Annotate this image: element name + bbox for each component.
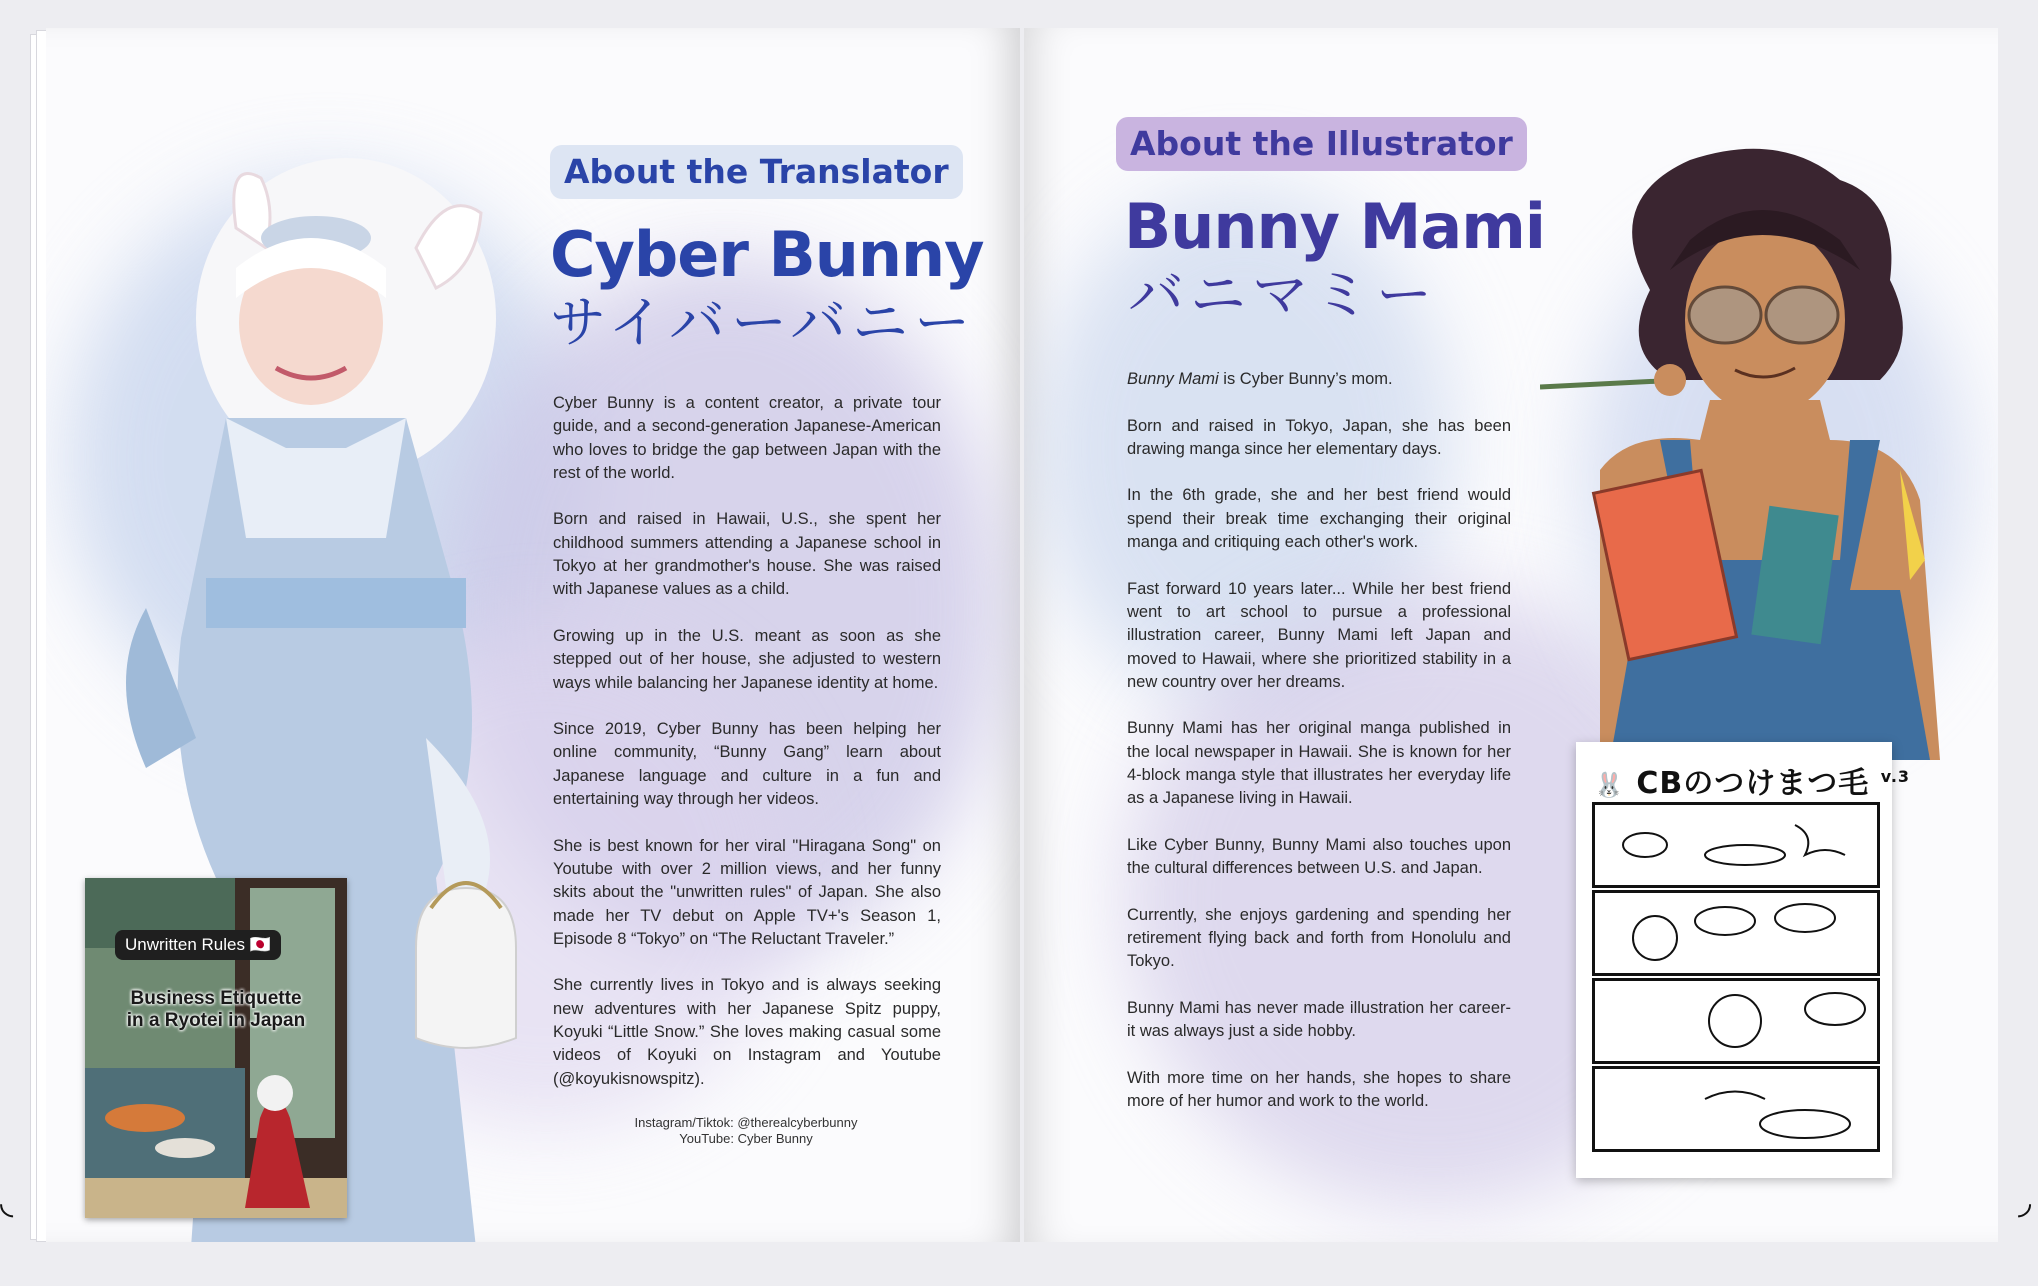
translator-social-handles [586,1115,906,1147]
illustrator-bio-paragraph: Bunny Mami has her original manga published in the local newspaper in Hawaii. She is known for her 4-block manga style that illustrates her everyday life as a Japanese living in Hawaii. [1127,719,1511,808]
bunny-icon: 🐰 [1594,771,1625,799]
translator-name-en: Cyber Bunny [550,218,984,291]
illustrator-bio-paragraph: Currently, she enjoys gardening and spending her retirement flying back and forth from Honolulu and Tokyo. [1127,905,1511,971]
manga-panel-art [1595,1069,1877,1149]
manga-title-text: CBのつけまつ毛 [1636,766,1870,801]
illustrator-intro-name: Bunny Mami [1127,370,1219,388]
illustrator-intro [1127,368,1511,391]
thumbnail-title-line: Business Etiquette [130,988,302,1009]
illustrator-bio [1127,368,1511,1114]
translator-bio-paragraph: Growing up in the U.S. meant as soon as she stepped out of her house, she adjusted to western ways while balancing her Japanese identity at home. [553,626,941,692]
manga-panel-art [1595,981,1877,1061]
illustrator-section-label: About the Illustrator [1116,117,1527,171]
page-curl-right-icon: ◞ [2018,1182,2032,1222]
translator-bio-paragraph: Cyber Bunny is a content creator, a private tour guide, and a second-generation Japanese-American who loves to bridge the gap between Japan with the rest of the world. [553,394,941,482]
illustrator-name-jp: バニマミー [1128,263,1438,328]
manga-panel [1592,802,1880,888]
manga-panel [1592,1066,1880,1152]
thumbnail-title [85,988,347,1032]
video-thumbnail [85,878,347,1218]
translator-bio-paragraph: She is best known for her viral "Hiragana Song" on Youtube with over 2 million views, and her funny skits about the "unwritten rules" of Japan. She also made her TV debut on Apple TV+'s Season 1, Episode 8 “Tokyo” on “The Reluctant Traveler.” [553,836,941,948]
thumbnail-series-tag: Unwritten Rules 🇯🇵 [115,930,281,960]
illustrator-intro-rest: is Cyber Bunny’s mom. [1218,370,1393,388]
illustrator-bio-paragraph: Fast forward 10 years later... While her best friend went to art school to pursue a professional illustration career, Bunny Mami left Japan and moved to Hawaii, where she prioritized stability in a new country over her dreams. [1127,579,1511,691]
page-curl-left-icon: ◟ [0,1182,14,1222]
translator-bio-paragraph: Since 2019, Cyber Bunny has been helping her online community, “Bunny Gang” learn about Japanese language and culture in a fun and entertaining way through her videos. [553,720,941,809]
translator-bio-paragraph: She currently lives in Tokyo and is always seeking new adventures with her Japanese Spitz puppy, Koyuki “Little Snow.” She loves making casual some videos of Koyuki on Instagram and Youtube (@koyukisnowspitz). [553,976,941,1088]
manga-panel [1592,890,1880,976]
translator-section-label: About the Translator [550,145,963,199]
illustrator-self-portrait [1540,140,1980,780]
manga-version: v.3 [1880,767,1911,786]
illustrator-bio-paragraph: In the 6th grade, she and her best friend would spend their break time exchanging their original manga and critiquing each other's work. [1127,486,1511,552]
illustrator-bio-paragraph: With more time on her hands, she hopes to share more of her humor and work to the world. [1127,1068,1511,1111]
thumbnail-title-line: in a Ryotei in Japan [126,1010,306,1031]
manga-title [1594,758,1910,802]
manga-strip [1576,742,1911,1178]
illustrator-bio-paragraph: Born and raised in Tokyo, Japan, she has been drawing manga since her elementary days. [1127,416,1511,458]
manga-panel-art [1595,805,1877,885]
thumbnail-scene [85,878,347,1218]
illustrator-bio-paragraph: Like Cyber Bunny, Bunny Mami also touches upon the cultural differences between U.S. and Japan. [1127,835,1511,878]
illustrator-bio-paragraph: Bunny Mami has never made illustration her career- it was always just a side hobby. [1127,999,1511,1041]
manga-panel [1592,978,1880,1064]
translator-name-jp: サイバーバニー [550,291,977,356]
translator-bio [553,392,941,1091]
manga-panel-art [1595,893,1877,973]
social-youtube: YouTube: Cyber Bunny [679,1131,813,1146]
social-instagram-tiktok: Instagram/Tiktok: @therealcyberbunny [634,1115,858,1130]
illustrator-name-en: Bunny Mami [1124,190,1546,263]
translator-bio-paragraph: Born and raised in Hawaii, U.S., she spent her childhood summers attending a Japanese school in Tokyo at her grandmother's house. She was raised with Japanese values as a child. [553,510,941,599]
